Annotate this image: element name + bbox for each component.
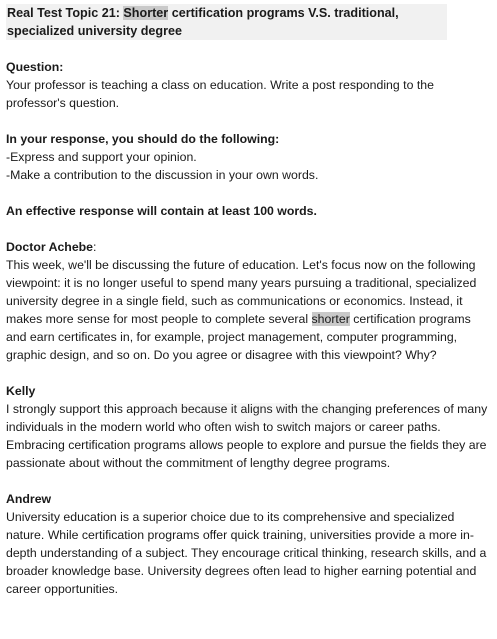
- word-requirement: An effective response will contain at least 100 words.: [6, 204, 317, 218]
- professor-text-after: certification programs and earn certificates in, for example, project management, computer programming, graphic design, and so on. Do you agree or disagree with this viewpoint? Why?: [6, 312, 471, 362]
- student1-name: Kelly: [6, 384, 36, 398]
- title-rest: certification programs V.S. traditional, specialized university degree: [7, 6, 399, 38]
- title-highlight: Shorter: [123, 6, 169, 20]
- question-label: Question:: [6, 60, 64, 74]
- instruction-item-1: -Express and support your opinion.: [6, 150, 197, 164]
- student2-text: University education is a superior choice due to its comprehensive and specialized nature. While certification programs offer quick training, universities provide a more in-depth understanding of a subject. They encourage critical thinking, research skills, and a broader knowledge base. University degrees often lead to higher earning potential and career opportunities.: [6, 510, 487, 596]
- question-text: Your professor is teaching a class on education. Write a post responding to the professor's question.: [6, 78, 434, 110]
- page-title: [6, 4, 447, 40]
- professor-post: [6, 238, 491, 364]
- professor-name: Doctor Achebe: [6, 240, 94, 254]
- professor-highlight: shorter: [311, 312, 350, 326]
- question-section: [6, 58, 491, 112]
- student-post-kelly: [6, 382, 491, 472]
- instruction-item-2: -Make a contribution to the discussion in your own words.: [6, 168, 319, 182]
- student2-name: Andrew: [6, 492, 52, 506]
- professor-name-line: [6, 240, 96, 254]
- professor-colon: :: [93, 240, 97, 254]
- instructions-section: [6, 130, 491, 184]
- instructions-label: In your response, you should do the following:: [6, 132, 280, 146]
- student1-text: I strongly support this approach because it aligns with the changing preferences of many individuals in the modern world who often wish to switch majors or career paths. Embracing certification programs allows people to explore and pursue the fields they are passionate about without the commitment of lengthy degree programs.: [6, 402, 488, 470]
- title-prefix: Real Test Topic 21:: [7, 6, 124, 20]
- student-post-andrew: [6, 490, 491, 598]
- professor-text-before: This week, we'll be discussing the future of education. Let's focus now on the following viewpoint: it is no longer useful to spend many years pursuing a traditional, specialized university degree in a single field, such as communications or economics. Instead, it makes more sense for most people to complete several: [6, 258, 477, 326]
- professor-text: [6, 256, 491, 364]
